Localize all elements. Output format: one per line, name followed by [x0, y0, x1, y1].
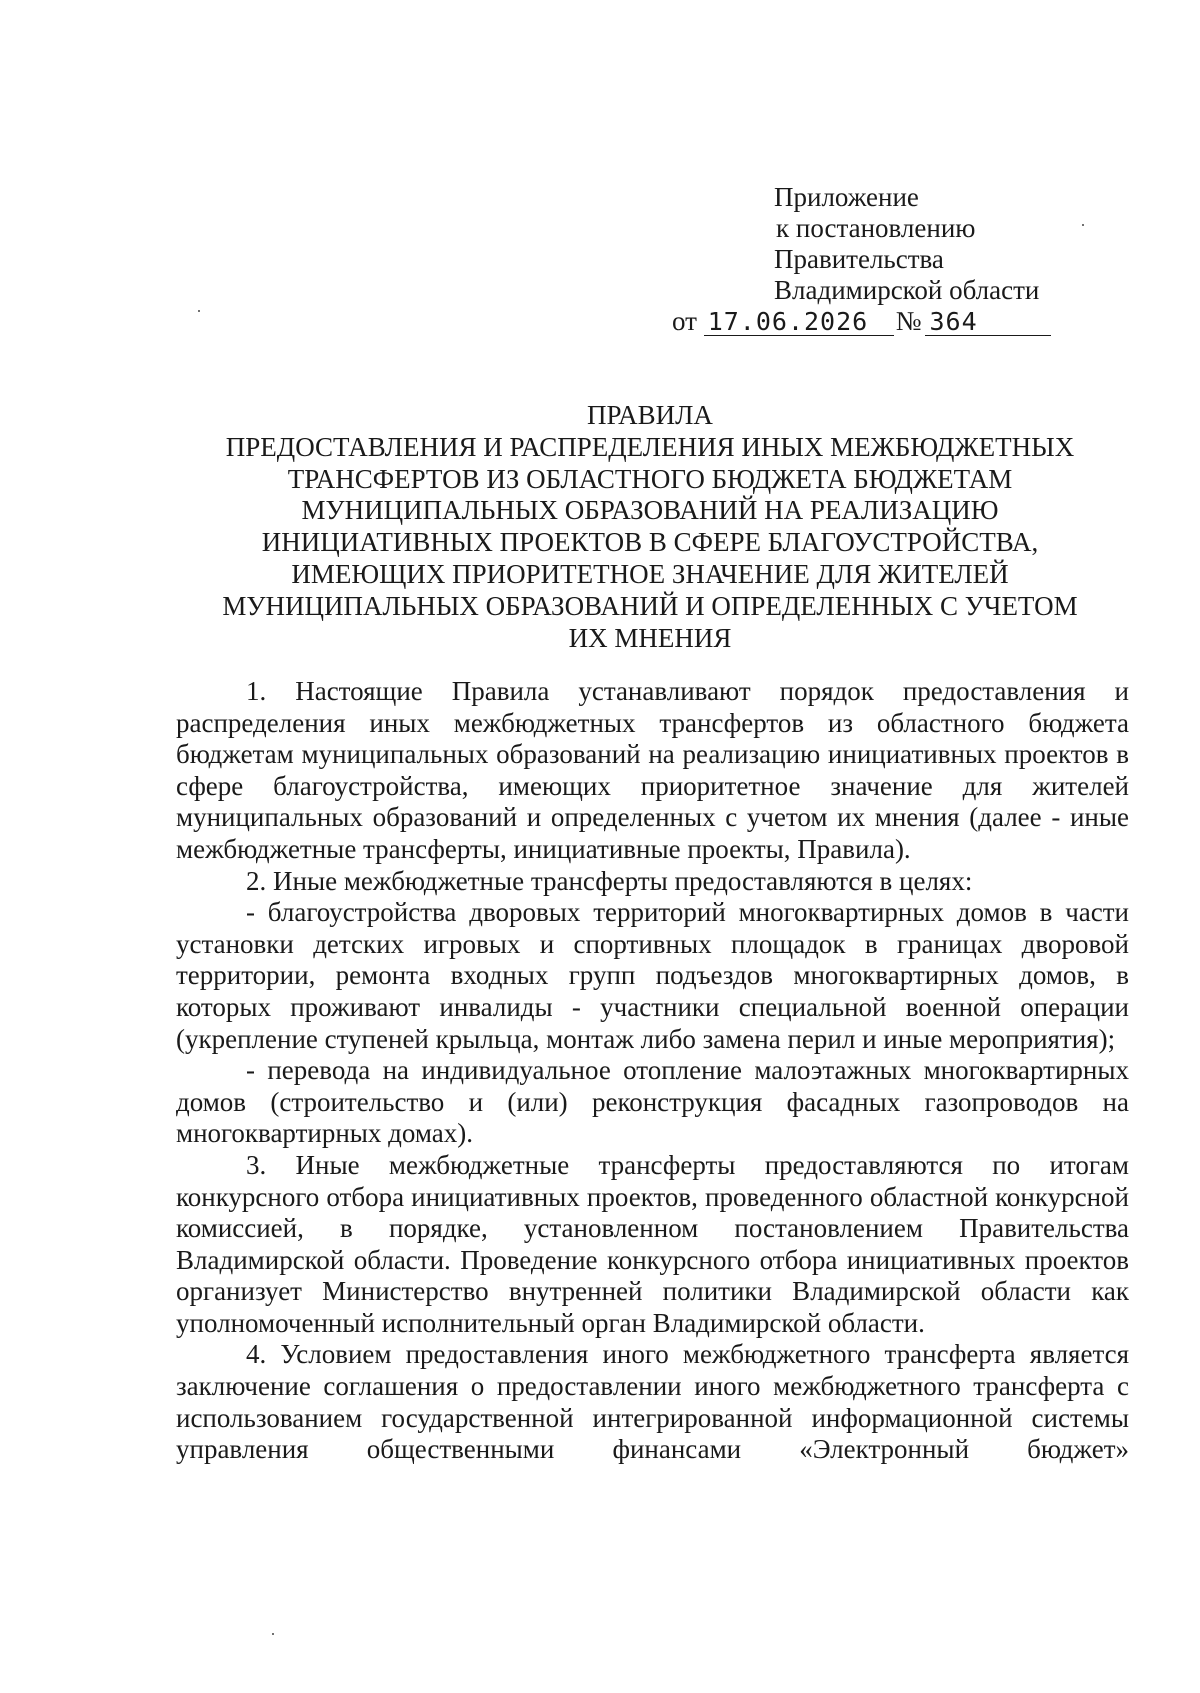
approval-line-region: Владимирской области — [774, 275, 1040, 305]
title-line: ИХ МНЕНИЯ — [568, 622, 732, 653]
paragraph-2-item-1: - благоустройства дворовых территорий многоквартирных домов в части установки детских игровых и спортивных площадок в границах дворовой территории, ремонта входных групп подъездов многоквартирных домов, в которых проживают инвалиды - участники специальной военной операции (укрепление ступеней крыльца, монтаж либо замена перил и иные мероприятия); — [176, 897, 1129, 1054]
paragraph-4: 4. Условием предоставления иного межбюджетного трансферта является заключение соглашения о предоставлении иного межбюджетного трансферта с использованием государственной интегрированной информационной системы управления общественными финансами «Электронный бюджет» — [176, 1339, 1129, 1465]
paragraph-2: 2. Иные межбюджетные трансферты предоставляются в целях: — [246, 865, 973, 896]
title-line: МУНИЦИПАЛЬНЫХ ОБРАЗОВАНИЙ НА РЕАЛИЗАЦИЮ — [301, 495, 999, 526]
approval-block — [774, 182, 1039, 306]
approval-line-appendix: Приложение — [774, 182, 919, 212]
decree-number: 364 — [925, 309, 1051, 336]
paragraph-1: 1. Настоящие Правила устанавливают порядок предоставления и распределения иных межбюджетных трансфертов из областного бюджета бюджетам муниципальных образований на реализацию инициативных проектов в сфере благоустройства, имеющих приоритетное значение для жителей муниципальных образований и определенных с учетом их мнения (далее - иные межбюджетные трансферты, инициативные проекты, Правила). — [176, 676, 1129, 864]
title-line: МУНИЦИПАЛЬНЫХ ОБРАЗОВАНИЙ И ОПРЕДЕЛЕННЫХ С УЧЕТОМ — [222, 590, 1078, 621]
decree-reference — [672, 306, 1051, 337]
scan-speck — [198, 310, 200, 312]
decree-number-label: № — [895, 306, 922, 336]
paragraph-2-item-2: - перевода на индивидуальное отопление малоэтажных многоквартирных домов (строительство и (или) реконструкция фасадных газопроводов на многоквартирных домах). — [176, 1055, 1129, 1149]
title-line: ИМЕЮЩИХ ПРИОРИТЕТНОЕ ЗНАЧЕНИЕ ДЛЯ ЖИТЕЛЕЙ — [291, 558, 1009, 589]
title-line: ТРАНСФЕРТОВ ИЗ ОБЛАСТНОГО БЮДЖЕТА БЮДЖЕТАМ — [287, 463, 1013, 494]
title-heading: ПРАВИЛА — [587, 400, 713, 430]
approval-line-decree: к постановлению — [776, 213, 976, 243]
title-line: ИНИЦИАТИВНЫХ ПРОЕКТОВ В СФЕРЕ БЛАГОУСТРОЙСТВА, — [261, 527, 1039, 558]
scan-speck — [1082, 224, 1084, 226]
scan-speck — [272, 1633, 274, 1635]
document-title — [160, 400, 1140, 654]
decree-from-label: от — [672, 306, 697, 336]
decree-date: 17.06.2026 — [704, 309, 894, 336]
title-line: ПРЕДОСТАВЛЕНИЯ И РАСПРЕДЕЛЕНИЯ ИНЫХ МЕЖБЮДЖЕТНЫХ — [225, 431, 1075, 462]
approval-line-government: Правительства — [774, 244, 944, 274]
paragraph-3: 3. Иные межбюджетные трансферты предоставляются по итогам конкурсного отбора инициативных проектов, проведенного областной конкурсной комиссией, в порядке, установленном постановлением Правительства Владимирской области. Проведение конкурсного отбора инициативных проектов организует Министерство внутренней политики Владимирской области как уполномоченный исполнительный орган Владимирской области. — [176, 1149, 1129, 1338]
document-body — [176, 676, 1129, 1466]
